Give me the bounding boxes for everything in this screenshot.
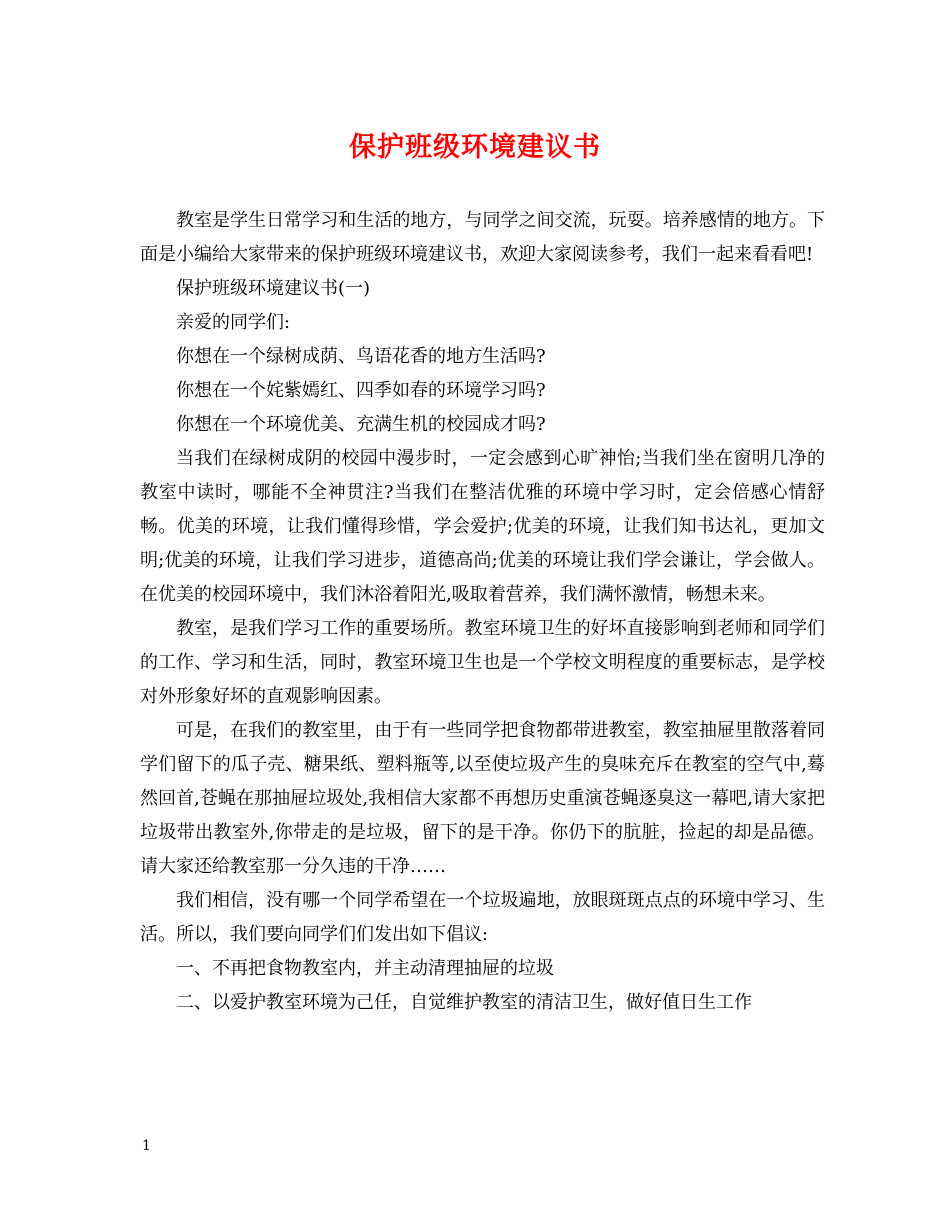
intro-paragraph: 教室是学生日常学习和生活的地方，与同学之间交流，玩耍。培养感情的地方。下面是小编给大家带来的保护班级环境建议书，欢迎大家阅读参考，我们一起来看看吧!	[140, 210, 825, 265]
salutation: 亲爱的同学们:	[176, 312, 291, 333]
page-number: 1	[142, 1138, 151, 1154]
body-paragraph: 可是，在我们的教室里，由于有一些同学把食物都带进教室，教室抽屉里散落着同学们留下的瓜子壳、糖果纸、塑料瓶等,以至使垃圾产生的臭味充斥在教室的空气中,蓦然回首,苍蝇在那抽屉垃圾处,我相信大家都不再想历史重演苍蝇逐臭这一幕吧,请大家把垃圾带出教室外,你带走的是垃圾，留下的是干净。你仍下的肮脏，捡起的却是品德。请大家还给教室那一分久违的干净……	[140, 720, 825, 877]
question-line: 你想在一个环境优美、充满生机的校园成才吗?	[176, 414, 546, 435]
section-heading: 保护班级环境建议书(一)	[176, 278, 371, 299]
question-line: 你想在一个姹紫嫣红、四季如春的环境学习吗?	[176, 380, 546, 401]
document-title: 保护班级环境建议书	[349, 132, 601, 163]
proposal-item: 一、不再把食物教室内，并主动清理抽屉的垃圾	[176, 958, 554, 979]
body-paragraph: 教室，是我们学习工作的重要场所。教室环境卫生的好坏直接影响到老师和同学们的工作、学习和生活，同时，教室环境卫生也是一个学校文明程度的重要标志，是学校对外形象好坏的直观影响因素。	[140, 618, 825, 707]
proposal-item: 二、以爱护教室环境为己任，自觉维护教室的清洁卫生，做好值日生工作	[176, 992, 752, 1013]
body-paragraph: 我们相信，没有哪一个同学希望在一个垃圾遍地，放眼斑斑点点的环境中学习、生活。所以，我们要向同学们们发出如下倡议:	[140, 890, 825, 945]
question-line: 你想在一个绿树成荫、鸟语花香的地方生活吗?	[176, 346, 546, 367]
document-body	[140, 204, 825, 1020]
body-paragraph: 当我们在绿树成阴的校园中漫步时，一定会感到心旷神怡;当我们坐在窗明几净的教室中读时，哪能不全神贯注?当我们在整洁优雅的环境中学习时，定会倍感心情舒畅。优美的环境，让我们懂得珍惜，学会爱护;优美的环境，让我们知书达礼，更加文明;优美的环境，让我们学习进步，道德高尚;优美的环境让我们学会谦让，学会做人。在优美的校园环境中，我们沐浴着阳光,吸取着营养，我们满怀激情，畅想未来。	[140, 448, 825, 605]
